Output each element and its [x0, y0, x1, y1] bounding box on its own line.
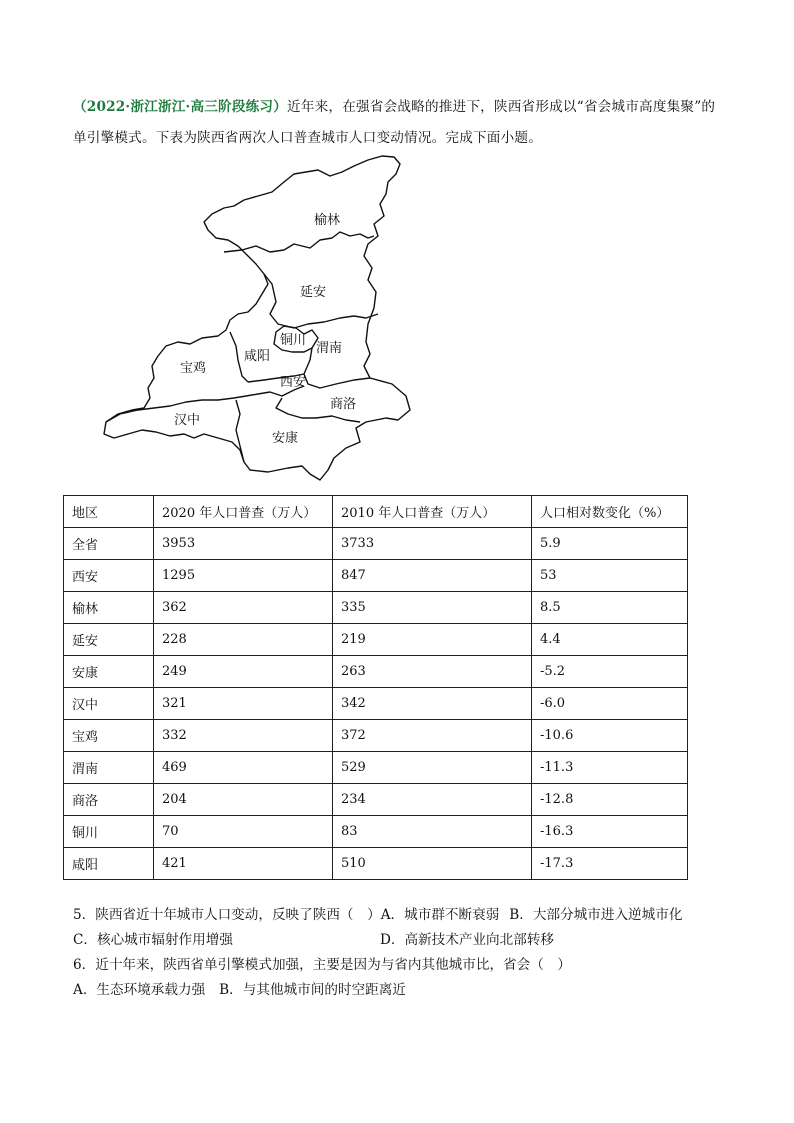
cell-2010: 234 — [333, 784, 532, 816]
q5-line-1 — [73, 903, 753, 928]
cell-region: 渭南 — [64, 752, 154, 784]
intro-paragraph — [73, 92, 723, 154]
cell-2010: 510 — [333, 848, 532, 880]
cell-2020: 204 — [154, 784, 333, 816]
cell-change: -11.3 — [532, 752, 688, 784]
cell-region: 咸阳 — [64, 848, 154, 880]
border-yulin-yanan — [224, 232, 374, 252]
cell-region: 安康 — [64, 656, 154, 688]
map-label-xian: 西安 — [280, 375, 307, 390]
map-svg — [98, 152, 414, 482]
border-hanzhong-ankang — [236, 400, 244, 462]
q5-option-a: A．城市群不断衰弱 — [380, 907, 500, 923]
cell-2020: 249 — [154, 656, 333, 688]
cell-change: 5.9 — [532, 528, 688, 560]
q5-line-2 — [73, 928, 753, 953]
cell-region: 商洛 — [64, 784, 154, 816]
q5-option-d: D．高新技术产业向北部转移 — [380, 932, 555, 948]
table-row — [64, 688, 688, 720]
cell-2020: 469 — [154, 752, 333, 784]
header-change: 人口相对数变化（%） — [532, 496, 688, 528]
table-row — [64, 848, 688, 880]
table-row — [64, 784, 688, 816]
cell-change: -12.8 — [532, 784, 688, 816]
cell-2020: 362 — [154, 592, 333, 624]
table-row — [64, 528, 688, 560]
map-label-weinan: 渭南 — [316, 341, 343, 356]
cell-2020: 1295 — [154, 560, 333, 592]
cell-2020: 421 — [154, 848, 333, 880]
q6-option-a: A．生态环境承载力强 — [73, 982, 206, 998]
q5-option-c: C．核心城市辐射作用增强 — [73, 932, 233, 948]
cell-region: 汉中 — [64, 688, 154, 720]
header-2010: 2010 年人口普查（万人） — [333, 496, 532, 528]
cell-2010: 335 — [333, 592, 532, 624]
q5-option-b: B．大部分城市进入逆城市化 — [509, 907, 683, 923]
map-label-shangluo: 商洛 — [330, 397, 357, 412]
cell-2020: 228 — [154, 624, 333, 656]
q6-line-2 — [73, 978, 753, 1003]
cell-2010: 847 — [333, 560, 532, 592]
cell-change: 53 — [532, 560, 688, 592]
map-label-yulin: 榆林 — [314, 213, 341, 228]
cell-change: 4.4 — [532, 624, 688, 656]
question-source: （2022·浙江浙江·高三阶段练习） — [73, 99, 288, 115]
table-row — [64, 592, 688, 624]
cell-region: 榆林 — [64, 592, 154, 624]
table-row — [64, 656, 688, 688]
cell-2010: 529 — [333, 752, 532, 784]
cell-change: 8.5 — [532, 592, 688, 624]
table-row — [64, 816, 688, 848]
cell-2020: 321 — [154, 688, 333, 720]
map-label-ankang: 安康 — [272, 431, 299, 446]
q6-stem: 6．近十年来，陕西省单引擎模式加强，主要是因为与省内其他城市比，省会（ ） — [73, 957, 572, 973]
cell-2010: 342 — [333, 688, 532, 720]
cell-region: 铜川 — [64, 816, 154, 848]
table-row — [64, 624, 688, 656]
q5-stem: 5．陕西省近十年城市人口变动，反映了陕西（ ） — [73, 907, 381, 923]
population-table — [63, 495, 688, 880]
map-label-baoji: 宝鸡 — [180, 361, 207, 376]
q6-line-1 — [73, 953, 753, 978]
header-2020: 2020 年人口普查（万人） — [154, 496, 333, 528]
cell-region: 西安 — [64, 560, 154, 592]
table-row — [64, 752, 688, 784]
table-header-row — [64, 496, 688, 528]
cell-region: 全省 — [64, 528, 154, 560]
q6-option-b: B．与其他城市间的时空距离近 — [219, 982, 406, 998]
cell-region: 宝鸡 — [64, 720, 154, 752]
cell-change: -16.3 — [532, 816, 688, 848]
cell-2020: 3953 — [154, 528, 333, 560]
table-row — [64, 720, 688, 752]
shaanxi-map — [98, 152, 414, 482]
cell-2010: 219 — [333, 624, 532, 656]
cell-change: -10.6 — [532, 720, 688, 752]
cell-2010: 3733 — [333, 528, 532, 560]
questions-block — [73, 903, 753, 1003]
cell-region: 延安 — [64, 624, 154, 656]
map-label-yanan: 延安 — [300, 285, 327, 300]
map-label-tongchuan: 铜川 — [280, 333, 307, 348]
map-label-xianyang: 咸阳 — [244, 349, 271, 364]
cell-2020: 332 — [154, 720, 333, 752]
table-row — [64, 560, 688, 592]
cell-2020: 70 — [154, 816, 333, 848]
cell-2010: 263 — [333, 656, 532, 688]
header-region: 地区 — [64, 496, 154, 528]
cell-2010: 372 — [333, 720, 532, 752]
border-yanan-south — [264, 274, 378, 328]
map-label-hanzhong: 汉中 — [174, 413, 201, 428]
cell-change: -6.0 — [532, 688, 688, 720]
cell-change: -5.2 — [532, 656, 688, 688]
cell-change: -17.3 — [532, 848, 688, 880]
intro-text: 近年来，在强省会战略的推进下，陕西省形成以“省会城市高度集聚”的单引擎模式。下表为陕西省两次人口普查城市人口变动情况。完成下面小题。 — [73, 99, 716, 146]
cell-2010: 83 — [333, 816, 532, 848]
